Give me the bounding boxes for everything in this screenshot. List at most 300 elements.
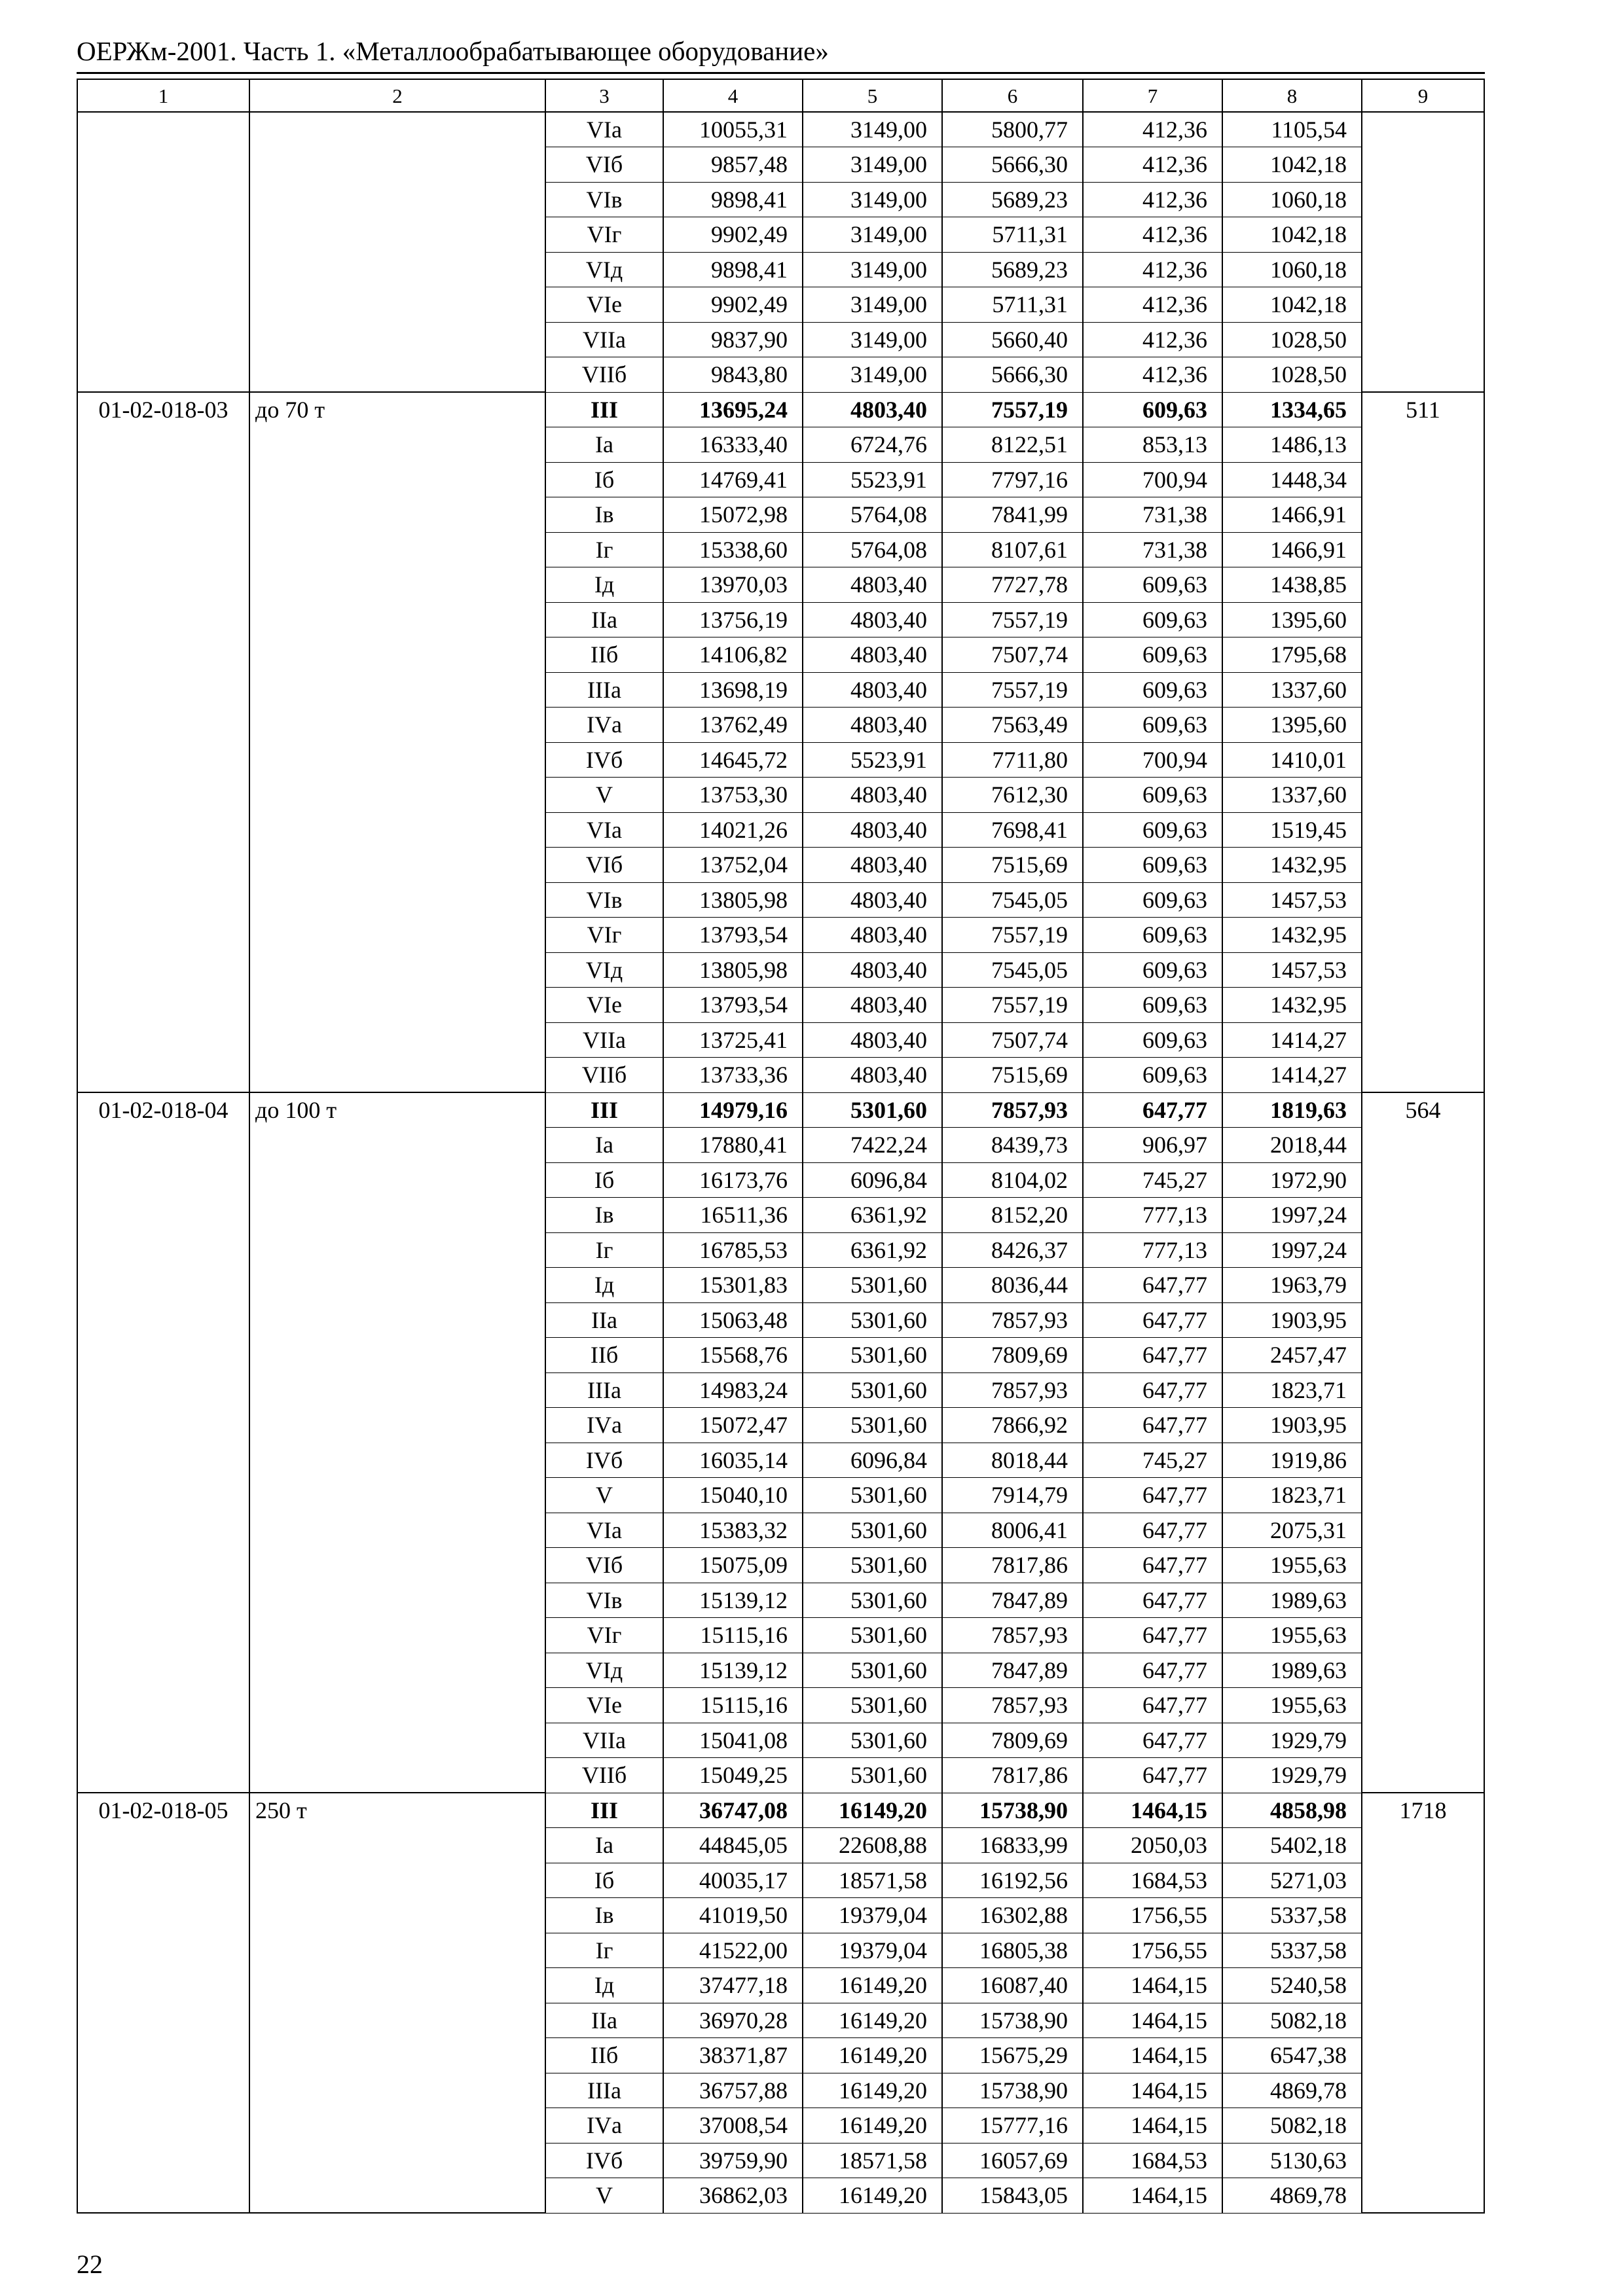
materials-cost-cell: 1060,18 (1222, 252, 1362, 287)
machinist-wages-cell: 609,63 (1083, 637, 1222, 673)
subtype-cell: VIе (545, 287, 663, 323)
wages-cost-cell: 16149,20 (803, 2073, 942, 2108)
materials-cost-cell: 4858,98 (1222, 1793, 1362, 1828)
machinist-wages-cell: 609,63 (1083, 567, 1222, 603)
materials-cost-cell: 1042,18 (1222, 287, 1362, 323)
subtype-cell: VIа (545, 112, 663, 147)
subtype-cell: VIг (545, 918, 663, 953)
machinist-wages-cell: 412,36 (1083, 112, 1222, 147)
wages-cost-cell: 18571,58 (803, 1863, 942, 1898)
machinist-wages-cell: 647,77 (1083, 1688, 1222, 1723)
materials-cost-cell: 1989,63 (1222, 1583, 1362, 1618)
subtype-cell: IIб (545, 637, 663, 673)
total-cost-cell: 9837,90 (663, 322, 803, 357)
wages-cost-cell: 16149,20 (803, 2003, 942, 2038)
total-cost-cell: 15383,32 (663, 1513, 803, 1548)
subtype-cell: IVа (545, 2108, 663, 2144)
wages-cost-cell: 4803,40 (803, 708, 942, 743)
subtype-cell: VIв (545, 182, 663, 217)
wages-cost-cell: 4803,40 (803, 812, 942, 848)
machine-cost-cell: 16833,99 (942, 1828, 1083, 1863)
machine-cost-cell: 16057,69 (942, 2143, 1083, 2178)
wages-cost-cell: 4803,40 (803, 392, 942, 427)
total-cost-cell: 15072,47 (663, 1408, 803, 1443)
machine-cost-cell: 15843,05 (942, 2178, 1083, 2214)
total-cost-cell: 37477,18 (663, 1968, 803, 2003)
total-cost-cell: 15338,60 (663, 532, 803, 567)
wages-cost-cell: 6096,84 (803, 1162, 942, 1198)
wages-cost-cell: 5301,60 (803, 1513, 942, 1548)
machinist-wages-cell: 609,63 (1083, 708, 1222, 743)
total-cost-cell: 15139,12 (663, 1583, 803, 1618)
machine-cost-cell: 7515,69 (942, 848, 1083, 883)
materials-cost-cell: 1972,90 (1222, 1162, 1362, 1198)
machine-cost-cell: 7914,79 (942, 1478, 1083, 1513)
machine-cost-cell: 7797,16 (942, 462, 1083, 497)
subtype-cell: VIа (545, 1513, 663, 1548)
materials-cost-cell: 1955,63 (1222, 1618, 1362, 1653)
machinist-wages-cell: 647,77 (1083, 1372, 1222, 1408)
machinist-wages-cell: 2050,03 (1083, 1828, 1222, 1863)
materials-cost-cell: 1042,18 (1222, 147, 1362, 183)
subtype-cell: IIа (545, 602, 663, 637)
machine-cost-cell: 7866,92 (942, 1408, 1083, 1443)
total-cost-cell: 36862,03 (663, 2178, 803, 2214)
wages-cost-cell: 5301,60 (803, 1758, 942, 1793)
total-cost-cell: 39759,90 (663, 2143, 803, 2178)
materials-cost-cell: 1042,18 (1222, 217, 1362, 253)
subtype-cell: IVб (545, 742, 663, 778)
total-cost-cell: 40035,17 (663, 1863, 803, 1898)
subtype-cell: IVб (545, 1443, 663, 1478)
machine-cost-cell: 5689,23 (942, 252, 1083, 287)
materials-cost-cell: 1432,95 (1222, 848, 1362, 883)
total-cost-cell: 38371,87 (663, 2038, 803, 2073)
machine-cost-cell: 7557,19 (942, 392, 1083, 427)
subtype-cell: VIIб (545, 1058, 663, 1093)
machine-cost-cell: 8104,02 (942, 1162, 1083, 1198)
subtype-cell: Iб (545, 1863, 663, 1898)
total-cost-cell: 16035,14 (663, 1443, 803, 1478)
subtype-cell: VIIа (545, 322, 663, 357)
subtype-cell: VIб (545, 1548, 663, 1583)
total-cost-cell: 15075,09 (663, 1548, 803, 1583)
machine-cost-cell: 7841,99 (942, 497, 1083, 533)
wages-cost-cell: 3149,00 (803, 112, 942, 147)
column-number: 2 (249, 79, 545, 112)
machinist-wages-cell: 731,38 (1083, 497, 1222, 533)
machinist-wages-cell: 647,77 (1083, 1478, 1222, 1513)
wages-cost-cell: 5523,91 (803, 742, 942, 778)
subtype-cell: IIIа (545, 2073, 663, 2108)
equipment-mass-cell: 250 т (249, 1793, 545, 2213)
wages-cost-cell: 3149,00 (803, 322, 942, 357)
total-cost-cell: 13753,30 (663, 778, 803, 813)
machine-cost-cell: 8036,44 (942, 1268, 1083, 1303)
machinist-wages-cell: 1684,53 (1083, 1863, 1222, 1898)
total-cost-cell: 13733,36 (663, 1058, 803, 1093)
machinist-wages-cell: 412,36 (1083, 147, 1222, 183)
subtype-cell: Iв (545, 1898, 663, 1933)
total-cost-cell: 14106,82 (663, 637, 803, 673)
machine-cost-cell: 7857,93 (942, 1302, 1083, 1338)
machinist-wages-cell: 609,63 (1083, 988, 1222, 1023)
machinist-wages-cell: 609,63 (1083, 918, 1222, 953)
wages-cost-cell: 6096,84 (803, 1443, 942, 1478)
column-number: 8 (1222, 79, 1362, 112)
machine-cost-cell: 8018,44 (942, 1443, 1083, 1478)
machine-cost-cell: 7545,05 (942, 882, 1083, 918)
total-cost-cell: 17880,41 (663, 1128, 803, 1163)
machinist-wages-cell: 647,77 (1083, 1583, 1222, 1618)
materials-cost-cell: 1414,27 (1222, 1058, 1362, 1093)
subtype-cell: VIд (545, 1653, 663, 1688)
wages-cost-cell: 19379,04 (803, 1898, 942, 1933)
wages-cost-cell: 6724,76 (803, 427, 942, 463)
wages-cost-cell: 4803,40 (803, 988, 942, 1023)
materials-cost-cell: 1410,01 (1222, 742, 1362, 778)
machine-cost-cell: 5800,77 (942, 112, 1083, 147)
total-cost-cell: 15049,25 (663, 1758, 803, 1793)
machinist-wages-cell: 412,36 (1083, 287, 1222, 323)
materials-cost-cell: 5271,03 (1222, 1863, 1362, 1898)
total-cost-cell: 36970,28 (663, 2003, 803, 2038)
subtype-cell: VIб (545, 848, 663, 883)
wages-cost-cell: 4803,40 (803, 567, 942, 603)
subtype-cell: VIIб (545, 357, 663, 393)
materials-cost-cell: 1432,95 (1222, 918, 1362, 953)
wages-cost-cell: 4803,40 (803, 918, 942, 953)
machine-cost-cell: 7515,69 (942, 1058, 1083, 1093)
materials-cost-cell: 5082,18 (1222, 2108, 1362, 2144)
total-cost-cell: 10055,31 (663, 112, 803, 147)
materials-cost-cell: 2018,44 (1222, 1128, 1362, 1163)
materials-cost-cell: 1929,79 (1222, 1723, 1362, 1758)
machine-cost-cell: 7557,19 (942, 988, 1083, 1023)
machinist-wages-cell: 609,63 (1083, 602, 1222, 637)
machinist-wages-cell: 647,77 (1083, 1092, 1222, 1128)
materials-cost-cell: 1395,60 (1222, 708, 1362, 743)
machine-cost-cell: 8122,51 (942, 427, 1083, 463)
machine-cost-cell: 7507,74 (942, 637, 1083, 673)
subtype-cell: VIIа (545, 1022, 663, 1058)
materials-cost-cell: 1028,50 (1222, 322, 1362, 357)
machine-cost-cell: 15738,90 (942, 2003, 1083, 2038)
wages-cost-cell: 3149,00 (803, 182, 942, 217)
subtype-cell: Iа (545, 427, 663, 463)
subtype-cell: VIа (545, 812, 663, 848)
machine-cost-cell: 7698,41 (942, 812, 1083, 848)
column-number-row (77, 79, 1484, 112)
subtype-cell: III (545, 392, 663, 427)
machine-cost-cell: 7809,69 (942, 1723, 1083, 1758)
machine-cost-cell: 15777,16 (942, 2108, 1083, 2144)
machine-cost-cell: 16302,88 (942, 1898, 1083, 1933)
materials-cost-cell: 1819,63 (1222, 1092, 1362, 1128)
machinist-wages-cell: 1464,15 (1083, 2073, 1222, 2108)
materials-cost-cell: 5240,58 (1222, 1968, 1362, 2003)
machine-cost-cell: 7557,19 (942, 672, 1083, 708)
machine-cost-cell: 7817,86 (942, 1758, 1083, 1793)
machine-cost-cell: 8439,73 (942, 1128, 1083, 1163)
total-cost-cell: 15139,12 (663, 1653, 803, 1688)
equipment-mass-cell (249, 112, 545, 392)
subtype-cell: III (545, 1092, 663, 1128)
wages-cost-cell: 5301,60 (803, 1478, 942, 1513)
wages-cost-cell: 19379,04 (803, 1933, 942, 1968)
wages-cost-cell: 5301,60 (803, 1548, 942, 1583)
subtype-cell: VIв (545, 1583, 663, 1618)
header-rule (77, 72, 1485, 74)
materials-cost-cell: 1989,63 (1222, 1653, 1362, 1688)
labor-cost-cell: 1718 (1362, 1793, 1484, 2213)
rate-code-cell: 01-02-018-05 (77, 1793, 249, 2213)
materials-cost-cell: 1395,60 (1222, 602, 1362, 637)
wages-cost-cell: 4803,40 (803, 848, 942, 883)
total-cost-cell: 13752,04 (663, 848, 803, 883)
subtype-cell: Iд (545, 1968, 663, 2003)
wages-cost-cell: 4803,40 (803, 672, 942, 708)
materials-cost-cell: 1997,24 (1222, 1198, 1362, 1233)
wages-cost-cell: 5764,08 (803, 532, 942, 567)
total-cost-cell: 13756,19 (663, 602, 803, 637)
machinist-wages-cell: 906,97 (1083, 1128, 1222, 1163)
materials-cost-cell: 1466,91 (1222, 532, 1362, 567)
machinist-wages-cell: 647,77 (1083, 1338, 1222, 1373)
subtype-cell: VIг (545, 217, 663, 253)
materials-cost-cell: 5130,63 (1222, 2143, 1362, 2178)
total-cost-cell: 15041,08 (663, 1723, 803, 1758)
total-cost-cell: 13698,19 (663, 672, 803, 708)
total-cost-cell: 9843,80 (663, 357, 803, 393)
column-number: 6 (942, 79, 1083, 112)
materials-cost-cell: 1955,63 (1222, 1548, 1362, 1583)
subtype-cell: VIд (545, 252, 663, 287)
machinist-wages-cell: 609,63 (1083, 882, 1222, 918)
table-row (77, 1793, 1484, 1828)
wages-cost-cell: 22608,88 (803, 1828, 942, 1863)
total-cost-cell: 15568,76 (663, 1338, 803, 1373)
rate-code-cell: 01-02-018-04 (77, 1092, 249, 1793)
machinist-wages-cell: 647,77 (1083, 1723, 1222, 1758)
wages-cost-cell: 5301,60 (803, 1302, 942, 1338)
subtype-cell: Iб (545, 1162, 663, 1198)
total-cost-cell: 13805,98 (663, 952, 803, 988)
materials-cost-cell: 1457,53 (1222, 882, 1362, 918)
wages-cost-cell: 5764,08 (803, 497, 942, 533)
subtype-cell: IVа (545, 708, 663, 743)
total-cost-cell: 16173,76 (663, 1162, 803, 1198)
materials-cost-cell: 1337,60 (1222, 672, 1362, 708)
machinist-wages-cell: 412,36 (1083, 252, 1222, 287)
total-cost-cell: 9857,48 (663, 147, 803, 183)
subtype-cell: VIд (545, 952, 663, 988)
total-cost-cell: 14769,41 (663, 462, 803, 497)
subtype-cell: IIа (545, 1302, 663, 1338)
wages-cost-cell: 3149,00 (803, 147, 942, 183)
machinist-wages-cell: 412,36 (1083, 322, 1222, 357)
wages-cost-cell: 6361,92 (803, 1232, 942, 1268)
machine-cost-cell: 5666,30 (942, 357, 1083, 393)
total-cost-cell: 13805,98 (663, 882, 803, 918)
machine-cost-cell: 5666,30 (942, 147, 1083, 183)
materials-cost-cell: 1486,13 (1222, 427, 1362, 463)
subtype-cell: Iв (545, 497, 663, 533)
column-number: 9 (1362, 79, 1484, 112)
total-cost-cell: 14021,26 (663, 812, 803, 848)
machine-cost-cell: 8152,20 (942, 1198, 1083, 1233)
total-cost-cell: 15115,16 (663, 1688, 803, 1723)
machinist-wages-cell: 1464,15 (1083, 2108, 1222, 2144)
wages-cost-cell: 16149,20 (803, 2038, 942, 2073)
wages-cost-cell: 3149,00 (803, 252, 942, 287)
wages-cost-cell: 16149,20 (803, 1793, 942, 1828)
materials-cost-cell: 1903,95 (1222, 1408, 1362, 1443)
total-cost-cell: 13695,24 (663, 392, 803, 427)
wages-cost-cell: 5301,60 (803, 1653, 942, 1688)
machine-cost-cell: 16805,38 (942, 1933, 1083, 1968)
machinist-wages-cell: 700,94 (1083, 742, 1222, 778)
machine-cost-cell: 5689,23 (942, 182, 1083, 217)
machinist-wages-cell: 609,63 (1083, 848, 1222, 883)
total-cost-cell: 37008,54 (663, 2108, 803, 2144)
machine-cost-cell: 15738,90 (942, 2073, 1083, 2108)
machinist-wages-cell: 609,63 (1083, 952, 1222, 988)
machine-cost-cell: 7857,93 (942, 1092, 1083, 1128)
machine-cost-cell: 7857,93 (942, 1688, 1083, 1723)
total-cost-cell: 16333,40 (663, 427, 803, 463)
document-header-title: ОЕРЖм-2001. Часть 1. «Металлообрабатывающее оборудование» (77, 36, 829, 66)
subtype-cell: Iа (545, 1128, 663, 1163)
column-number: 5 (803, 79, 942, 112)
subtype-cell: V (545, 2178, 663, 2214)
subtype-cell: Iа (545, 1828, 663, 1863)
machinist-wages-cell: 745,27 (1083, 1443, 1222, 1478)
machine-cost-cell: 16087,40 (942, 1968, 1083, 2003)
total-cost-cell: 9902,49 (663, 287, 803, 323)
wages-cost-cell: 5301,60 (803, 1338, 942, 1373)
materials-cost-cell: 2075,31 (1222, 1513, 1362, 1548)
total-cost-cell: 15301,83 (663, 1268, 803, 1303)
materials-cost-cell: 4869,78 (1222, 2178, 1362, 2214)
materials-cost-cell: 1823,71 (1222, 1478, 1362, 1513)
total-cost-cell: 13793,54 (663, 918, 803, 953)
machinist-wages-cell: 609,63 (1083, 672, 1222, 708)
machine-cost-cell: 7711,80 (942, 742, 1083, 778)
wages-cost-cell: 4803,40 (803, 778, 942, 813)
machinist-wages-cell: 647,77 (1083, 1653, 1222, 1688)
column-number: 3 (545, 79, 663, 112)
machine-cost-cell: 7612,30 (942, 778, 1083, 813)
machine-cost-cell: 16192,56 (942, 1863, 1083, 1898)
wages-cost-cell: 5301,60 (803, 1268, 942, 1303)
wages-cost-cell: 4803,40 (803, 1058, 942, 1093)
materials-cost-cell: 5402,18 (1222, 1828, 1362, 1863)
total-cost-cell: 13762,49 (663, 708, 803, 743)
total-cost-cell: 15063,48 (663, 1302, 803, 1338)
machinist-wages-cell: 609,63 (1083, 1058, 1222, 1093)
subtype-cell: VIв (545, 882, 663, 918)
total-cost-cell: 44845,05 (663, 1828, 803, 1863)
machinist-wages-cell: 745,27 (1083, 1162, 1222, 1198)
rate-code-cell: 01-02-018-03 (77, 392, 249, 1092)
column-number: 7 (1083, 79, 1222, 112)
machinist-wages-cell: 609,63 (1083, 392, 1222, 427)
total-cost-cell: 16785,53 (663, 1232, 803, 1268)
machinist-wages-cell: 412,36 (1083, 357, 1222, 393)
machine-cost-cell: 15675,29 (942, 2038, 1083, 2073)
machinist-wages-cell: 1756,55 (1083, 1898, 1222, 1933)
total-cost-cell: 13725,41 (663, 1022, 803, 1058)
wages-cost-cell: 3149,00 (803, 217, 942, 253)
subtype-cell: VIе (545, 1688, 663, 1723)
wages-cost-cell: 5301,60 (803, 1583, 942, 1618)
total-cost-cell: 36747,08 (663, 1793, 803, 1828)
wages-cost-cell: 4803,40 (803, 882, 942, 918)
materials-cost-cell: 1955,63 (1222, 1688, 1362, 1723)
materials-cost-cell: 5082,18 (1222, 2003, 1362, 2038)
machine-cost-cell: 7557,19 (942, 602, 1083, 637)
wages-cost-cell: 5301,60 (803, 1092, 942, 1128)
materials-cost-cell: 4869,78 (1222, 2073, 1362, 2108)
machine-cost-cell: 5660,40 (942, 322, 1083, 357)
materials-cost-cell: 1963,79 (1222, 1268, 1362, 1303)
machine-cost-cell: 8107,61 (942, 532, 1083, 567)
machinist-wages-cell: 647,77 (1083, 1268, 1222, 1303)
machinist-wages-cell: 647,77 (1083, 1513, 1222, 1548)
machinist-wages-cell: 853,13 (1083, 427, 1222, 463)
machine-cost-cell: 7857,93 (942, 1372, 1083, 1408)
subtype-cell: Iг (545, 532, 663, 567)
subtype-cell: Iг (545, 1933, 663, 1968)
machinist-wages-cell: 609,63 (1083, 812, 1222, 848)
labor-cost-cell (1362, 112, 1484, 392)
machinist-wages-cell: 609,63 (1083, 778, 1222, 813)
subtype-cell: Iг (545, 1232, 663, 1268)
machinist-wages-cell: 1464,15 (1083, 1793, 1222, 1828)
machinist-wages-cell: 1464,15 (1083, 2003, 1222, 2038)
rate-code-cell (77, 112, 249, 392)
materials-cost-cell: 6547,38 (1222, 2038, 1362, 2073)
wages-cost-cell: 5301,60 (803, 1372, 942, 1408)
price-table (77, 79, 1485, 2214)
subtype-cell: IIб (545, 2038, 663, 2073)
materials-cost-cell: 1929,79 (1222, 1758, 1362, 1793)
column-number: 4 (663, 79, 803, 112)
machinist-wages-cell: 647,77 (1083, 1548, 1222, 1583)
materials-cost-cell: 1997,24 (1222, 1232, 1362, 1268)
machinist-wages-cell: 777,13 (1083, 1198, 1222, 1233)
total-cost-cell: 13970,03 (663, 567, 803, 603)
machinist-wages-cell: 1464,15 (1083, 2178, 1222, 2214)
materials-cost-cell: 1919,86 (1222, 1443, 1362, 1478)
total-cost-cell: 41522,00 (663, 1933, 803, 1968)
wages-cost-cell: 16149,20 (803, 2178, 942, 2214)
machinist-wages-cell: 647,77 (1083, 1302, 1222, 1338)
total-cost-cell: 9898,41 (663, 252, 803, 287)
materials-cost-cell: 1457,53 (1222, 952, 1362, 988)
machine-cost-cell: 7817,86 (942, 1548, 1083, 1583)
machinist-wages-cell: 609,63 (1083, 1022, 1222, 1058)
machine-cost-cell: 7557,19 (942, 918, 1083, 953)
materials-cost-cell: 1105,54 (1222, 112, 1362, 147)
subtype-cell: VIIб (545, 1758, 663, 1793)
materials-cost-cell: 1438,85 (1222, 567, 1362, 603)
wages-cost-cell: 5523,91 (803, 462, 942, 497)
materials-cost-cell: 2457,47 (1222, 1338, 1362, 1373)
subtype-cell: IIIа (545, 672, 663, 708)
machine-cost-cell: 7847,89 (942, 1653, 1083, 1688)
